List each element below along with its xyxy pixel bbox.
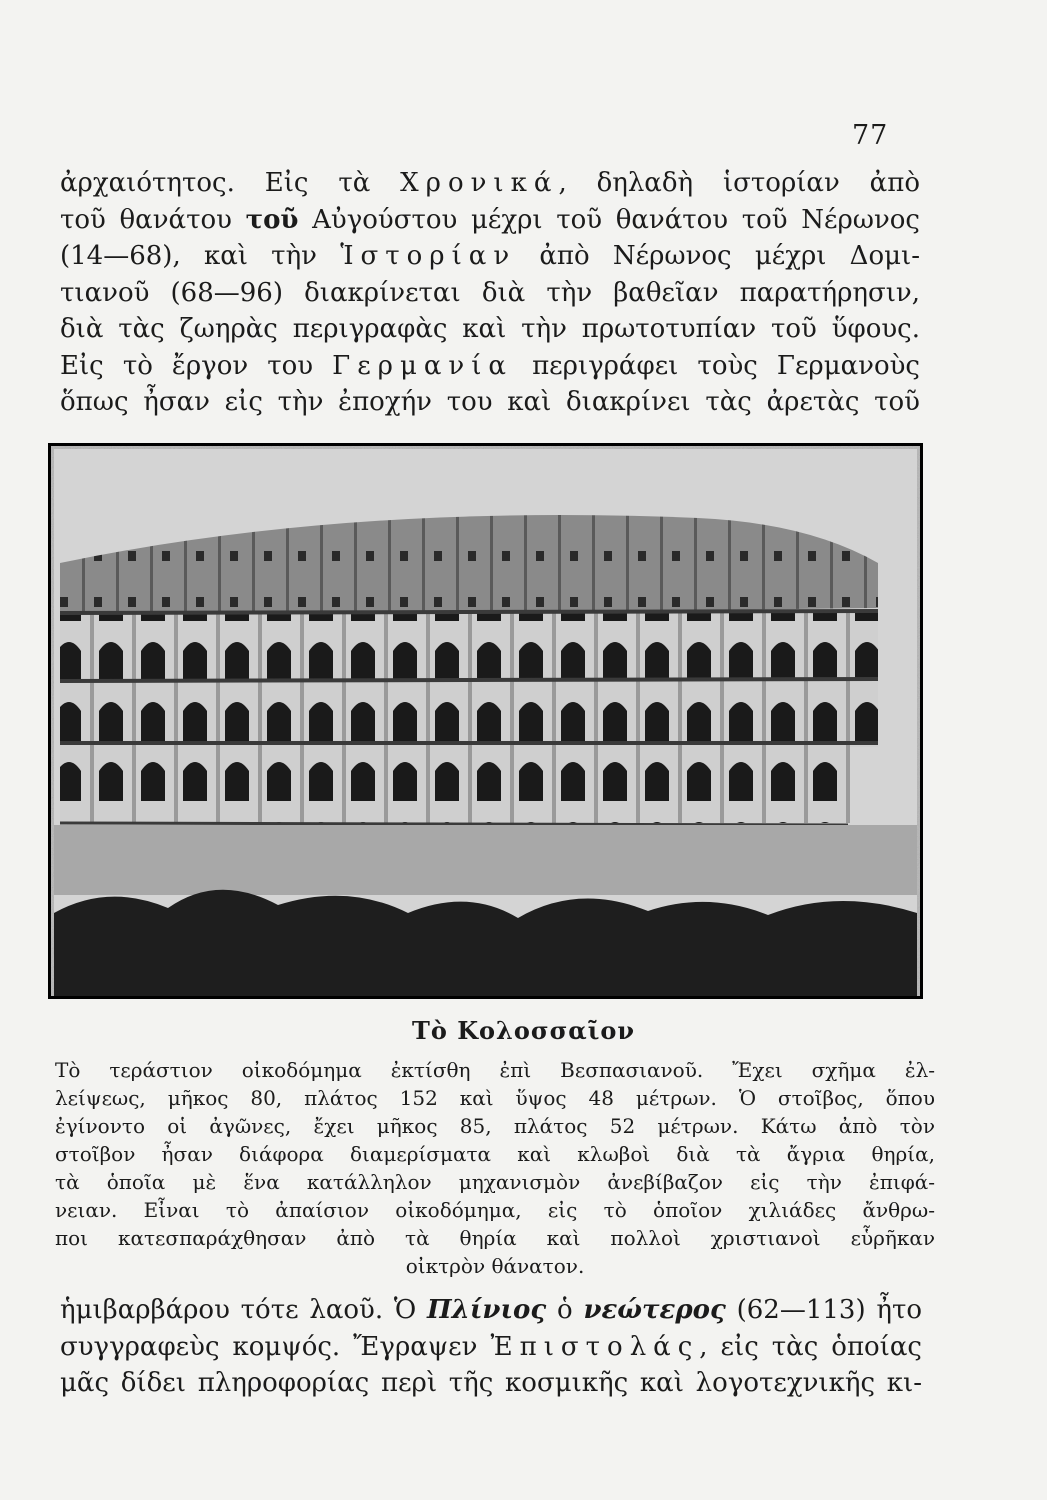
caption-line: τὰ ὁποῖα μὲ ἕνα κατάλληλον μηχανισμὸν ἀνεβίβαζον εἰς τὴν ἐπιφά-: [55, 1170, 935, 1194]
caption-line: ἐγίνοντο οἱ ἀγῶνες, ἔχει μῆκος 85, πλάτος 52 μέτρων. Κάτω ἀπὸ τὸν: [55, 1114, 935, 1138]
spaced-title: Ἱστορίαν: [340, 241, 517, 271]
spaced-title: Χρονικά: [400, 168, 559, 198]
text-line: ὅπως ἦσαν εἰς τὴν ἐποχήν του καὶ διακρίνει τὰς ἀρετὰς τοῦ: [60, 387, 920, 417]
text-line: ἡμιβαρβάρου τότε λαοῦ. Ὁ Πλίνιος ὁ νεώτερος (62—113) ἦτο: [60, 1295, 922, 1325]
text-line: τιανοῦ (68—96) διακρίνεται διὰ τὴν βαθεῖαν παρατήρησιν,: [60, 277, 920, 308]
bold-italic-name: νεώτερος: [583, 1295, 726, 1325]
spaced-title: Γερμανία: [332, 350, 513, 381]
figure-caption: [55, 1056, 935, 1280]
spaced-title: Ἐπιστολάς: [490, 1331, 700, 1362]
caption-line: στοῖβον ἦσαν διάφορα διαμερίσματα καὶ κλωβοὶ διὰ τὰ ἄγρια θηρία,: [55, 1142, 935, 1166]
top-paragraph: [60, 165, 920, 421]
text-line: διὰ τὰς ζωηρὰς περιγραφὰς καὶ τὴν πρωτοτυπίαν τοῦ ὕφους.: [60, 314, 920, 344]
colosseum-photo: [48, 443, 923, 999]
bottom-paragraph: [60, 1292, 922, 1402]
caption-line: νειαν. Εἶναι τὸ ἀπαίσιον οἰκοδόμημα, εἰς τὸ ὁποῖον χιλιάδες ἄνθρω-: [55, 1198, 935, 1222]
bold-italic-name: Πλίνιος: [427, 1295, 547, 1325]
text-line: συγγραφεὺς κομψός. Ἔγραψεν Ἐπιστολάς, εἰς τὰς ὁποίας: [60, 1331, 922, 1362]
text-line: (14—68), καὶ τὴν Ἱστορίαν ἀπὸ Νέρωνος μέχρι Δομι-: [60, 241, 920, 271]
text-line: Εἰς τὸ ἔργον του Γερμανία περιγράφει τοὺς Γερμανοὺς: [60, 350, 920, 381]
text-line: μᾶς δίδει πληροφορίας περὶ τῆς κοσμικῆς καὶ λογοτεχνικῆς κι-: [60, 1368, 922, 1398]
caption-line: ποι κατεσπαράχθησαν ἀπὸ τὰ θηρία καὶ πολλοὶ χριστιανοὶ εὗρῆκαν: [55, 1226, 935, 1250]
figure-title: Τὸ Κολοσσαῖον: [411, 1016, 636, 1045]
text-line: ἀρχαιότητος. Εἰς τὰ Χρονικά, δηλαδὴ ἱστορίαν ἀπὸ: [60, 168, 920, 198]
caption-line: λείψεως, μῆκος 80, πλάτος 152 καὶ ὕψος 48 μέτρων. Ὁ στοῖβος, ὅπου: [55, 1086, 935, 1110]
caption-line: οἰκτρὸν θάνατον.: [405, 1254, 585, 1278]
page-number: 77: [852, 120, 889, 151]
caption-line: Τὸ τεράστιον οἰκοδόμημα ἐκτίσθη ἐπὶ Βεσπασιανοῦ. Ἔχει σχῆμα ἐλ-: [55, 1058, 935, 1082]
colosseum-illustration: [48, 443, 923, 999]
text-line: τοῦ θανάτου τοῦ Αὐγούστου μέχρι τοῦ θανάτου τοῦ Νέρωνος: [60, 204, 920, 235]
